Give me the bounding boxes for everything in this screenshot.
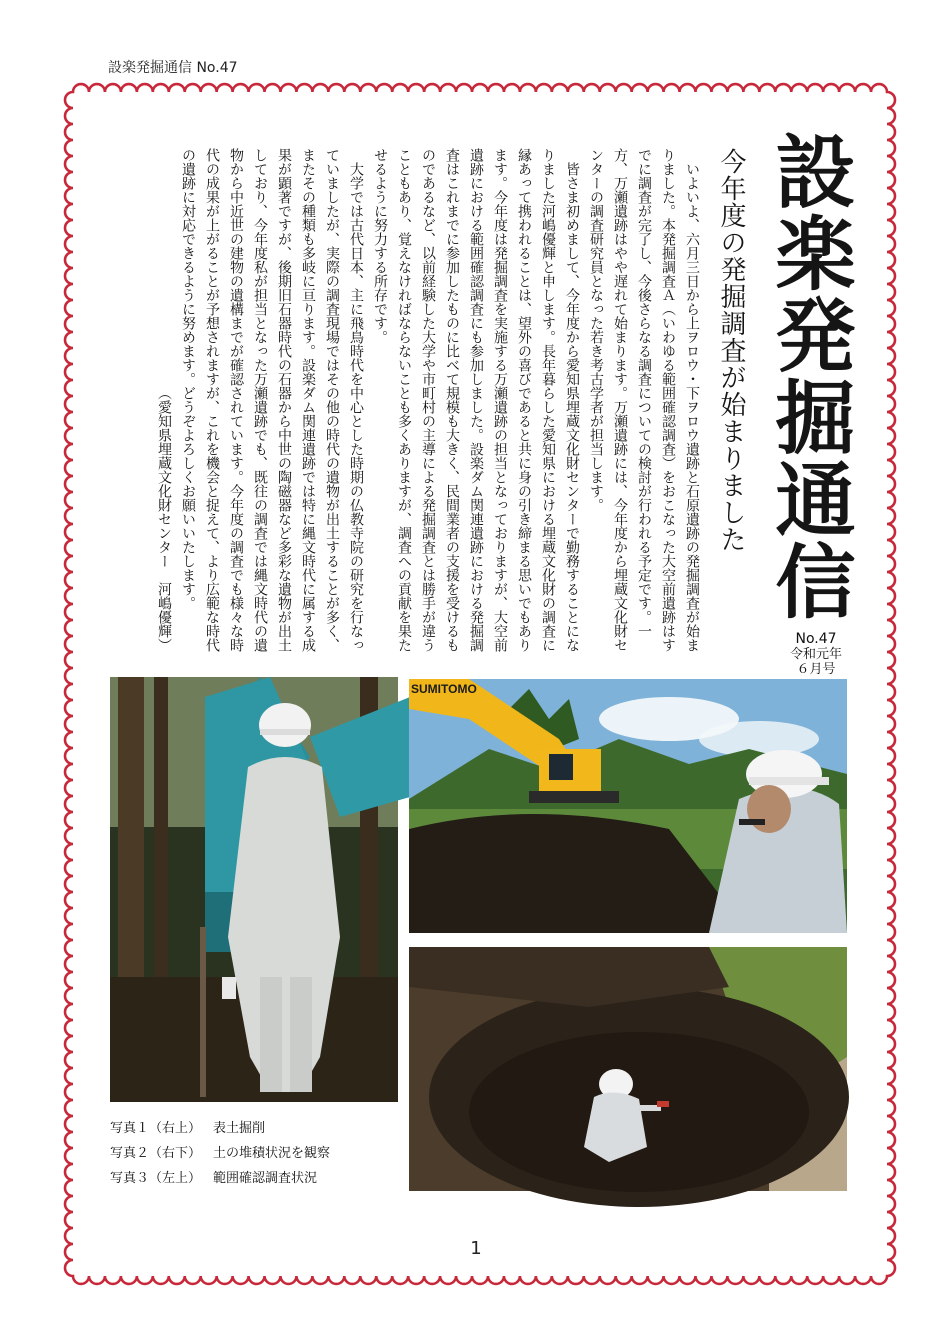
- masthead-title: 設楽発掘通信: [762, 130, 855, 622]
- caption-row: [110, 1166, 330, 1191]
- photo-captions: [110, 1116, 330, 1191]
- caption-text: 表土掘削: [213, 1121, 266, 1136]
- issue-info: [772, 632, 860, 677]
- caption-label: 写真２（右下）: [110, 1146, 202, 1161]
- article-signature: （愛知県埋蔵文化財センター 河嶋優輝）: [156, 386, 172, 652]
- issue-month: ６月号: [796, 662, 836, 677]
- publication-header: 設楽発掘通信 No.47: [108, 60, 238, 76]
- issue-era: 令和元年: [789, 647, 842, 662]
- article-body: [156, 148, 704, 658]
- article-paragraph: 皆さま初めまして、今年度から愛知県埋蔵文化財センターで勤務することになりました河嶋優輝と申します。長年暮らした愛知県における埋蔵文化財の調査に縁あって携われることは、望外の喜びであると共に身の引き締まる思いでもあります。今年度は発掘調査を実施する万瀬遺跡の担当となっておりますが、大空前遺跡における範囲確認調査にも参加しました。設楽ダム関連遺跡における発掘調査はこれまでに参加したものに比べて規模も大きく、民間業者の支援を受けるものであるなど、以前経験した大学や市町村の主導による発掘調査とは勝手が違うこともあり、覚えなければならないことも多くありますが、調査への貢献を果たせるように努力する所存です。: [372, 148, 580, 652]
- caption-label: 写真１（右上）: [110, 1121, 202, 1136]
- caption-text: 範囲確認調査状況: [213, 1171, 318, 1186]
- excavator-brand-label: SUMITOMO: [411, 682, 477, 696]
- masthead-subtitle: 今年度の発掘調査が始まりました: [716, 148, 746, 553]
- caption-row: [110, 1116, 330, 1141]
- caption-text: 土の堆積状況を観察: [213, 1146, 331, 1161]
- caption-row: [110, 1141, 330, 1166]
- article-paragraph: 大学では古代日本、主に飛鳥時代を中心とした時期の仏教寺院の研究を行なっていましたが、実際の調査現場ではその他の時代の遺物が出土することが多く、またその種類も多岐に亘ります。設楽ダム関連遺跡では特に縄文時代に属する成果が顕著ですが、後期旧石器時代の石器から中世の陶磁器など多彩な遺物が出土しており、今年度私が担当となった万瀬遺跡でも、既往の調査では縄文時代の遺物から中近世の建物の遺構までが確認されています。今年度の調査でも様々な時代の成果が上がることが予想されますが、これを機会と捉えて、より広範な時代の遺跡に対応できるように努めます。どうぞよろしくお願いいたします。: [180, 148, 364, 652]
- issue-number: No.47: [795, 631, 837, 647]
- photo-top-right-excavation: [409, 679, 847, 933]
- caption-label: 写真３（左上）: [110, 1171, 202, 1186]
- page-number: 1: [470, 1238, 482, 1259]
- article-paragraph: いよいよ、六月三日から上ヲロウ・下ヲロウ遺跡と石原遺跡の発掘調査が始まりました。本発掘調査Ａ（いわゆる範囲確認調査）をおこなった大空前遺跡はすでに調査が完了し、今後さらなる調査についての検討が行われる予定です。一方、万瀬遺跡はやや遅れて始まります。万瀬遺跡には、今年度から埋蔵文化財センターの調査研究員となった若き考古学者が担当します。: [588, 148, 700, 652]
- photo-bottom-right-soil: [409, 947, 847, 1191]
- photo-left-survey: [110, 677, 398, 1102]
